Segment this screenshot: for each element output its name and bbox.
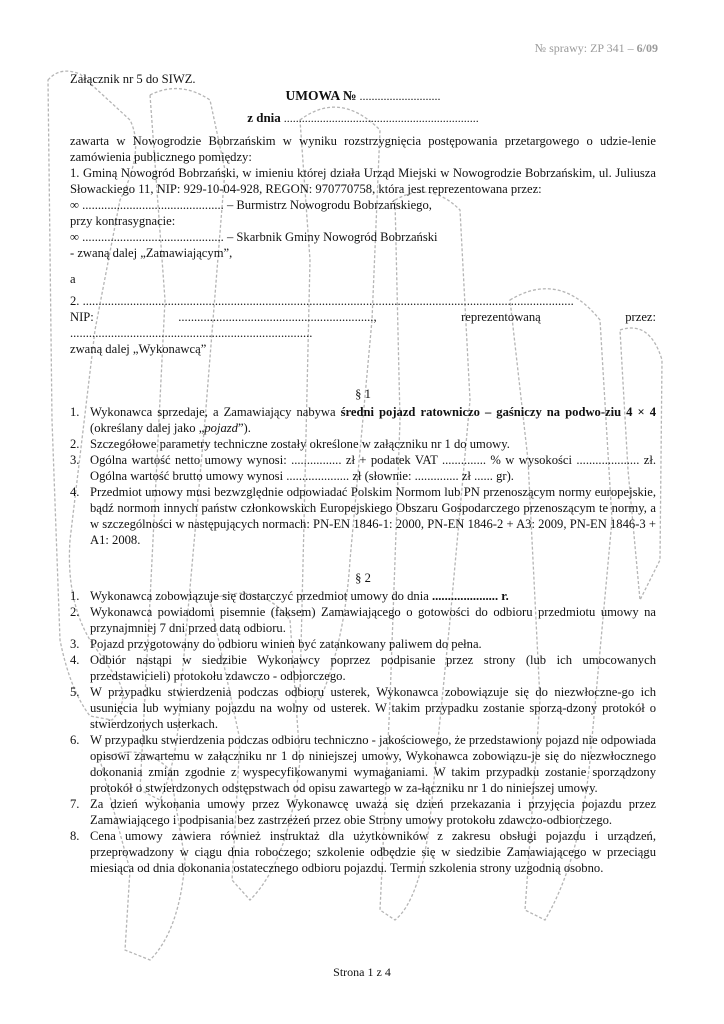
clause-item: 2. Szczegółowe parametry techniczne zostały określone w załączniku nr 1 do umowy. (70, 437, 510, 451)
clause-item: 1. Wykonawca zobowiązuje się dostarczyć przedmiot umowy do dnia ..................... r. (70, 589, 509, 603)
representative-treasurer: ∞ ............................................. – Skarbnik Gminy Nowogród Bobrzański (70, 230, 438, 244)
contract-title: UMOWA № ........................... (285, 88, 441, 103)
representative-mayor: ∞ ............................................. – Burmistrz Nowogrodu Bobrzańskiego, (70, 198, 432, 212)
clause-item: 3. Pojazd przygotowany do odbioru winien być zatankowany paliwem do pełna. (70, 637, 482, 651)
section-2-heading: § 2 (355, 571, 371, 585)
section-1-clauses (70, 404, 656, 548)
clause-item: 3. Ogólna wartość netto umowy wynosi: ................ zł + podatek VAT .............. % w wysokości .................... zł. Ogólna wartość brutto umowy wynosi .................... zł (słownie: .............. zł ...... gr). (70, 453, 656, 483)
clause-item: 4. Przedmiot umowy musi bezwzględnie odpowiadać Polskim Normom lub PN przenoszącym normy europejskie, bądź normom innych państw członkowskich Europejskiego Obszaru Gospodarczego przenoszącym te normy, a w szczególności w następujących normach: PN-EN 1846-1: 2000, PN-EN 1846-2 + A3: 2009, PN-EN 1846-3 + A1: 2008. (70, 485, 656, 547)
and-conjunction: a (70, 272, 76, 286)
attachment-label: Załącznik nr 5 do SIWZ. (70, 72, 196, 86)
page-number: Strona 1 z 4 (333, 965, 391, 979)
intro-line: zawarta w Nowogrodzie Bobrzańskim w wyniku rozstrzygnięcia postępowania przetargowego o udzie-lenie zamówienia publicznego pomiędzy: (70, 134, 656, 164)
contract-parties (70, 133, 656, 357)
party-one: 1. Gminą Nowogród Bobrzański, w imieniu której działa Urząd Miejski w Nowogrodzie Bobrzańskim, ul. Juliusza Słowackiego 11, NIP: 929-10-04-928, REGON: 970770758, która jest reprezentowana przez: (70, 166, 656, 196)
section-1-heading: § 1 (355, 387, 371, 401)
party-two: 2. ............................................................................................................................................................ (70, 294, 574, 308)
clause-item: 6. W przypadku stwierdzenia podczas odbioru techniczno - jakościowego, że przedstawiony pojazd nie odpowiada opisowi zawartemu w załączniku nr 1 do niniejszej umowy, Wykonawca zobowiązu-je się do niezwłocznego dokonania zmian zgodnie z wyspecyfikowanymi wymaganiami. W takim przypadku zostanie sporządzony protokół o stwierdzonych odstępstwach od opisu zawartego w za-łączniku nr 1 do niniejszej umowy. (70, 733, 656, 795)
contract-date: z dnia ................................................................. (247, 110, 479, 125)
countersignature-label: przy kontrasygnacie: (70, 214, 176, 228)
clause-item: 7. Za dzień wykonania umowy przez Wykonawcę uważa się dzień przekazania i przyjęcia pojazdu przez Zamawiającego i podpisania bez zastrzeżeń przez obie Strony umowy protokołu zdawczo-odbiorczego. (70, 797, 656, 827)
called-ordering-party: - zwaną dalej „Zamawiającym”, (70, 246, 233, 260)
clause-item: 5. W przypadku stwierdzenia podczas odbioru usterek, Wykonawca zobowiązuje się do niezwłoczne-go ich usunięcia lub wymiany pojazdu na wolny od usterek. W takim przypadku zostanie sporzą-dzony protokół o stwierdzonych usterkach. (70, 685, 656, 731)
clause-item: 8. Cena umowy zawiera również instruktaż dla użytkowników z zakresu obsługi pojazdu i urządzeń, przeprowadzony w ciągu dnia roboczego; szkolenie odbędzie się w siedzibie Zamawiającego w przeciągu miesiąca od dnia dokonania ostatecznego odbioru pojazdu. Termin szkolenia strony uzgodnią osobno. (70, 829, 656, 875)
case-number: № sprawy: ZP 341 – 6/09 (534, 41, 658, 55)
clause-item: 4. Odbiór nastąpi w siedzibie Wykonawcy poprzez podpisanie przez strony (lub ich umocowanych przedstawicieli) protokołu zdawczo - odbiorczego. (70, 653, 656, 683)
section-2-clauses (70, 588, 656, 876)
clause-item: 2. Wykonawca powiadomi pisemnie (faksem) Zamawiającego o gotowości do odbioru przedmiotu umowy na przynajmniej 7 dni przed datą odbioru. (70, 605, 656, 635)
clause-item: 1. Wykonawca sprzedaje, a Zamawiający nabywa średni pojazd ratowniczo – gaśniczy na podwo-ziu 4 × 4 (określany dalej jako „pojazd”). (70, 405, 657, 435)
called-contractor: zwaną dalej „Wykonawcą” (70, 342, 207, 356)
nip-line: NIP: .............................................................., reprezentowaną przez: ............................................................................. (70, 310, 656, 340)
